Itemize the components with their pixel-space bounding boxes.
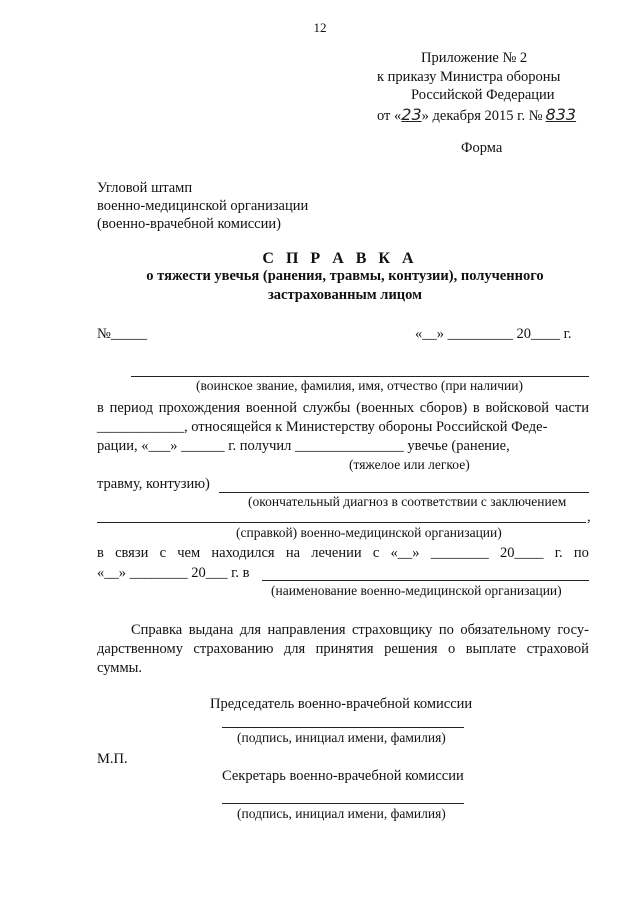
hint-severity: (тяжелое или легкое) xyxy=(349,457,470,472)
appendix-line-3: Российской Федерации xyxy=(411,87,555,103)
appendix-order-number-handwritten: 833 xyxy=(545,105,577,124)
issued-word: принятия xyxy=(315,641,374,657)
body-word: связи xyxy=(115,545,149,561)
issued-word: страховой xyxy=(526,641,589,657)
body-line-4: травму, контузию) xyxy=(97,476,210,492)
stamp-line-1: Угловой штамп xyxy=(97,180,193,196)
issued-word: выплате xyxy=(465,641,517,657)
diagnosis-line xyxy=(219,492,589,493)
body-word: (военных xyxy=(356,400,415,416)
body-word: лечении xyxy=(311,545,362,561)
body-word: ________ xyxy=(430,545,489,561)
body-line-3: рации, «___» ______ г. получил _______________ увечье (ранение, xyxy=(97,438,510,454)
issued-word: госу- xyxy=(557,622,589,638)
body-word: сборов) xyxy=(419,400,468,416)
body-word: находился xyxy=(211,545,275,561)
body-word: чем xyxy=(177,545,201,561)
body-word: в xyxy=(97,400,104,416)
appendix-date-day-handwritten: 23 xyxy=(401,105,422,124)
body-word: с xyxy=(372,545,380,561)
appendix-line-2: к приказу Министра обороны xyxy=(377,69,561,85)
page-number: 12 xyxy=(313,20,327,35)
certificate-number-field: №_____ xyxy=(97,326,148,342)
hint-signature-secretary: (подпись, инициал имени, фамилия) xyxy=(237,806,446,821)
stamp-line-2: военно-медицинской организации xyxy=(97,198,309,214)
hint-certificate: (справкой) военно-медицинской организации) xyxy=(236,525,502,540)
issued-word: выдана xyxy=(188,622,234,638)
document-title: С П Р А В К А xyxy=(262,250,418,267)
secretary-signature-line xyxy=(222,803,464,804)
issued-word: для xyxy=(283,641,306,657)
issued-line-3: суммы. xyxy=(97,660,143,676)
issued-word: страхованию xyxy=(193,641,274,657)
body-word: на xyxy=(285,545,301,561)
body-line-1 xyxy=(97,400,589,417)
body-word: по xyxy=(573,545,589,561)
issued-line-2 xyxy=(97,641,589,658)
issued-word: Справка xyxy=(131,622,183,638)
hint-diagnosis: (окончательный диагноз в соответствии с заключением xyxy=(248,494,567,509)
issued-word: страховщику xyxy=(351,622,433,638)
issued-word: решения xyxy=(384,641,438,657)
body-word: части xyxy=(554,400,589,416)
diagnosis-comma: , xyxy=(587,509,591,525)
issued-word: направления xyxy=(267,622,346,638)
appendix-line-1: Приложение № 2 xyxy=(421,50,528,66)
chairman-signature-line xyxy=(222,727,464,728)
form-label: Форма xyxy=(461,140,503,156)
body-word: войсковой xyxy=(485,400,549,416)
appendix-date-mid: » декабря 2015 г. № xyxy=(421,108,543,124)
issued-word: обязательному xyxy=(460,622,551,638)
body-word: прохождения xyxy=(158,400,241,416)
title-subtitle-1: о тяжести увечья (ранения, травмы, контузии), полученного xyxy=(146,268,544,284)
body-word: службы xyxy=(302,400,351,416)
body-line-2: ____________, относящейся к Министерству обороны Российской Феде- xyxy=(97,419,548,435)
appendix-date-line xyxy=(377,105,576,125)
treatment-org-line xyxy=(262,580,589,581)
issued-word: о xyxy=(448,641,456,657)
body-line-5 xyxy=(97,545,589,562)
body-word: в xyxy=(472,400,480,416)
issued-word: для xyxy=(239,622,262,638)
hint-signature-chairman: (подпись, инициал имени, фамилия) xyxy=(237,730,446,745)
issued-line-1 xyxy=(131,622,589,639)
hint-rank-name: (воинское звание, фамилия, имя, отчество (при наличии) xyxy=(196,378,523,393)
issued-word: по xyxy=(438,622,454,638)
title-subtitle-2: застрахованным лицом xyxy=(267,287,423,303)
rank-name-line xyxy=(131,376,589,377)
body-line-6: «__» ________ 20___ г. в xyxy=(97,565,250,581)
chairman-label: Председатель военно-врачебной комиссии xyxy=(210,696,473,712)
body-word: 20____ xyxy=(499,545,544,561)
certificate-date-field: «__» _________ 20____ г. xyxy=(415,326,572,342)
stamp-line-3: (военно-врачебной комиссии) xyxy=(97,216,281,232)
body-word: «__» xyxy=(390,545,420,561)
diagnosis-continuation-line xyxy=(97,522,586,523)
body-word: г. xyxy=(554,545,563,561)
appendix-date-prefix: от « xyxy=(377,108,402,124)
issued-word: дарственному xyxy=(97,641,183,657)
secretary-label: Секретарь военно-врачебной комиссии xyxy=(222,768,464,784)
body-word: с xyxy=(159,545,167,561)
seal-place-label: М.П. xyxy=(97,751,128,767)
body-word: военной xyxy=(245,400,298,416)
body-word: в xyxy=(97,545,104,561)
body-word: период xyxy=(109,400,153,416)
hint-organization: (наименование военно-медицинской организации) xyxy=(271,583,562,598)
